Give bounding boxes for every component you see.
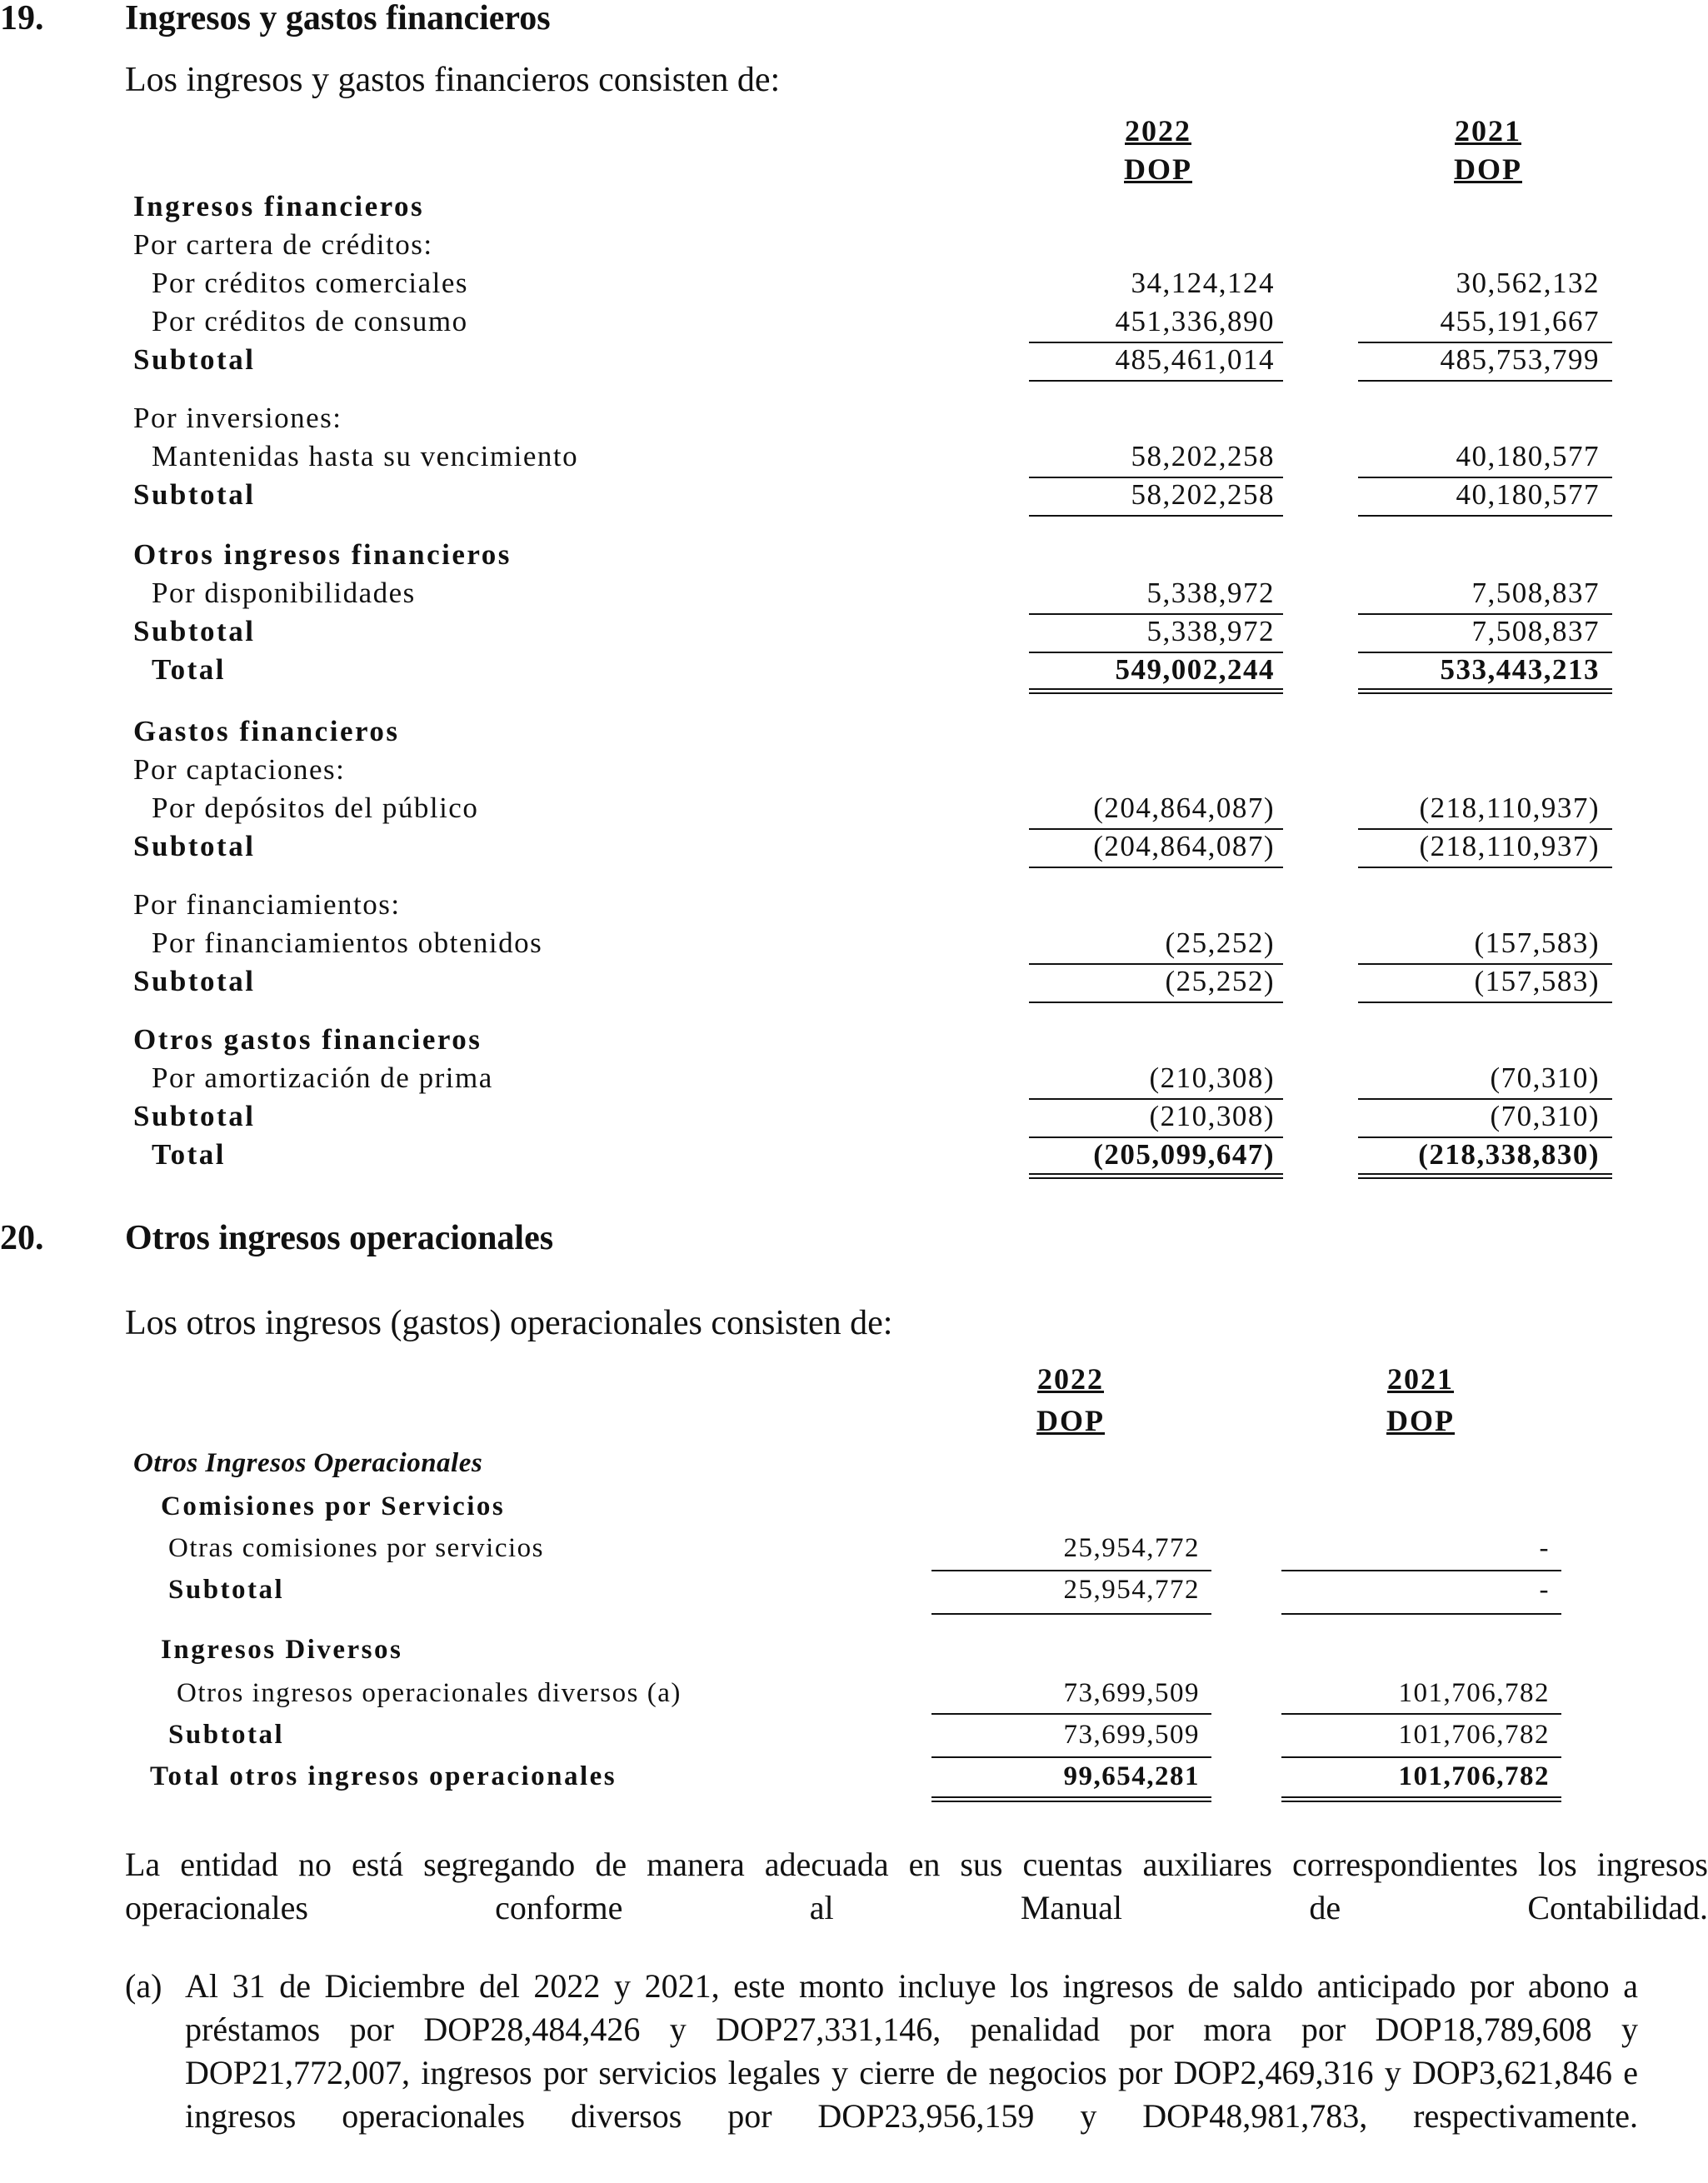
row-label: Comisiones por Servicios [161,1491,506,1521]
double-line [1358,1173,1612,1179]
value-2022: 549,002,244 [1115,653,1275,686]
column-header-year-2021: 2021 [1455,114,1521,147]
value-2022: (25,252) [1165,965,1275,997]
value-2021: (157,583) [1474,927,1600,959]
value-2021: 101,706,782 [1398,1720,1550,1750]
section-19-title: Ingresos y gastos financieros [125,0,551,37]
row-label: Por financiamientos obtenidos [152,927,543,959]
value-2021: 101,706,782 [1398,1761,1550,1791]
value-2021: (70,310) [1490,1062,1600,1094]
value-2021: 101,706,782 [1398,1678,1550,1708]
value-2021: - [1539,1533,1550,1563]
value-2022: (210,308) [1149,1100,1275,1132]
value-2021: 533,443,213 [1440,653,1600,686]
footnote-text: Al 31 de Diciembre del 2022 y 2021, este monto incluye los ingresos de saldo anticipado por abono a préstamos por DOP28,484,426 y DOP27,331,146, penalidad por mora por DOP18,789,608 y DOP21,772,007, ingresos por servicios legales y cierre de negocios por DOP2,469,316 y DOP3,621,846 e ingresos operacionales diversos por DOP23,956,159 y DOP48,981,783, respectivamente. [185,1967,1638,2135]
value-2022: (25,252) [1165,927,1275,959]
row-label: Otros gastos financieros [133,1023,482,1056]
row-label: Subtotal [133,343,256,376]
value-2021: 40,180,577 [1456,440,1600,472]
section-19-number: 19. [0,0,44,37]
sum-line [1029,380,1283,382]
row-label: Por depósitos del público [152,792,479,824]
value-2022: 73,699,509 [1063,1720,1200,1750]
row-label: Otras comisiones por servicios [168,1533,545,1563]
value-2022: 99,654,281 [1063,1761,1200,1791]
row-label: Total otros ingresos operacionales [150,1761,617,1791]
column-header-currency-2022: DOP [1124,152,1192,186]
double-line [1358,688,1612,694]
value-2021: (218,110,937) [1419,830,1600,862]
column-header-currency-2021: DOP [1386,1404,1455,1437]
row-label: Otros Ingresos Operacionales [133,1448,483,1478]
row-label: Por inversiones: [133,402,342,434]
row-label: Gastos financieros [133,715,400,747]
value-2022: 5,338,972 [1146,577,1275,609]
column-header-year-2022: 2022 [1037,1362,1104,1396]
value-2022: 5,338,972 [1146,615,1275,647]
row-label: Por disponibilidades [152,577,416,609]
row-label: Total [152,653,227,686]
value-2022: 73,699,509 [1063,1678,1200,1708]
sum-line [1281,1613,1561,1615]
row-label: Subtotal [133,1100,256,1132]
sum-line [1358,1002,1612,1003]
value-2021: (218,338,830) [1418,1138,1600,1171]
value-2021: 30,562,132 [1456,267,1600,299]
section-20-intro: Los otros ingresos (gastos) operacionales consisten de: [125,1304,893,1342]
row-label: Subtotal [133,830,256,862]
section-19-intro: Los ingresos y gastos financieros consisten de: [125,61,781,99]
disclosure-paragraph: La entidad no está segregando de manera adecuada en sus cuentas auxiliares correspondientes los ingresos operacionales conforme al Manual de Contabilidad. [125,1846,1708,1926]
sum-line [1358,867,1612,868]
value-2022: (204,864,087) [1093,830,1275,862]
value-2022: 34,124,124 [1131,267,1275,299]
row-label: Subtotal [168,1575,285,1605]
sum-line [931,1756,1211,1758]
row-label: Por financiamientos: [133,888,401,921]
double-line [931,1796,1211,1802]
row-label: Ingresos Diversos [161,1635,403,1665]
sum-line [1029,515,1283,517]
value-2021: 7,508,837 [1471,577,1600,609]
value-2021: (218,110,937) [1419,792,1600,824]
double-line [1029,688,1283,694]
row-label: Total [152,1138,227,1171]
row-label: Por créditos de consumo [152,305,468,337]
value-2021: 455,191,667 [1440,305,1600,337]
row-label: Por captaciones: [133,753,346,786]
sum-line [931,1713,1211,1715]
double-line [1029,1173,1283,1179]
row-label: Por amortización de prima [152,1062,493,1094]
value-2022: (210,308) [1149,1062,1275,1094]
sum-line [931,1613,1211,1615]
value-2022: 25,954,772 [1063,1533,1200,1563]
row-label: Subtotal [133,965,256,997]
row-label: Mantenidas hasta su vencimiento [152,440,579,472]
column-header-year-2022: 2022 [1125,114,1191,147]
row-label: Subtotal [168,1720,285,1750]
sum-line [1358,380,1612,382]
sum-line [1281,1713,1561,1715]
value-2021: 40,180,577 [1456,478,1600,511]
sum-line [1281,1570,1561,1571]
row-label: Subtotal [133,615,256,647]
double-line [1281,1796,1561,1802]
value-2022: 58,202,258 [1131,478,1275,511]
section-20-title: Otros ingresos operacionales [125,1219,554,1257]
column-header-currency-2021: DOP [1454,152,1522,186]
sum-line [1029,867,1283,868]
sum-line [931,1570,1211,1571]
column-header-currency-2022: DOP [1036,1404,1105,1437]
row-label: Subtotal [133,478,256,511]
value-2021: (157,583) [1474,965,1600,997]
value-2022: 485,461,014 [1115,343,1275,376]
value-2022: 58,202,258 [1131,440,1275,472]
row-label: Otros ingresos operacionales diversos (a) [177,1678,682,1708]
value-2021: 7,508,837 [1471,615,1600,647]
value-2021: 485,753,799 [1440,343,1600,376]
row-label: Otros ingresos financieros [133,538,512,571]
row-label: Por cartera de créditos: [133,228,433,261]
row-label: Ingresos financieros [133,190,425,222]
section-20-number: 20. [0,1219,44,1257]
footnote-marker: (a) [125,1967,162,2005]
value-2022: (204,864,087) [1093,792,1275,824]
column-header-year-2021: 2021 [1387,1362,1454,1396]
value-2021: - [1539,1575,1550,1605]
value-2021: (70,310) [1490,1100,1600,1132]
sum-line [1358,515,1612,517]
value-2022: (205,099,647) [1093,1138,1275,1171]
row-label: Por créditos comerciales [152,267,469,299]
sum-line [1029,1002,1283,1003]
value-2022: 451,336,890 [1115,305,1275,337]
sum-line [1281,1756,1561,1758]
value-2022: 25,954,772 [1063,1575,1200,1605]
